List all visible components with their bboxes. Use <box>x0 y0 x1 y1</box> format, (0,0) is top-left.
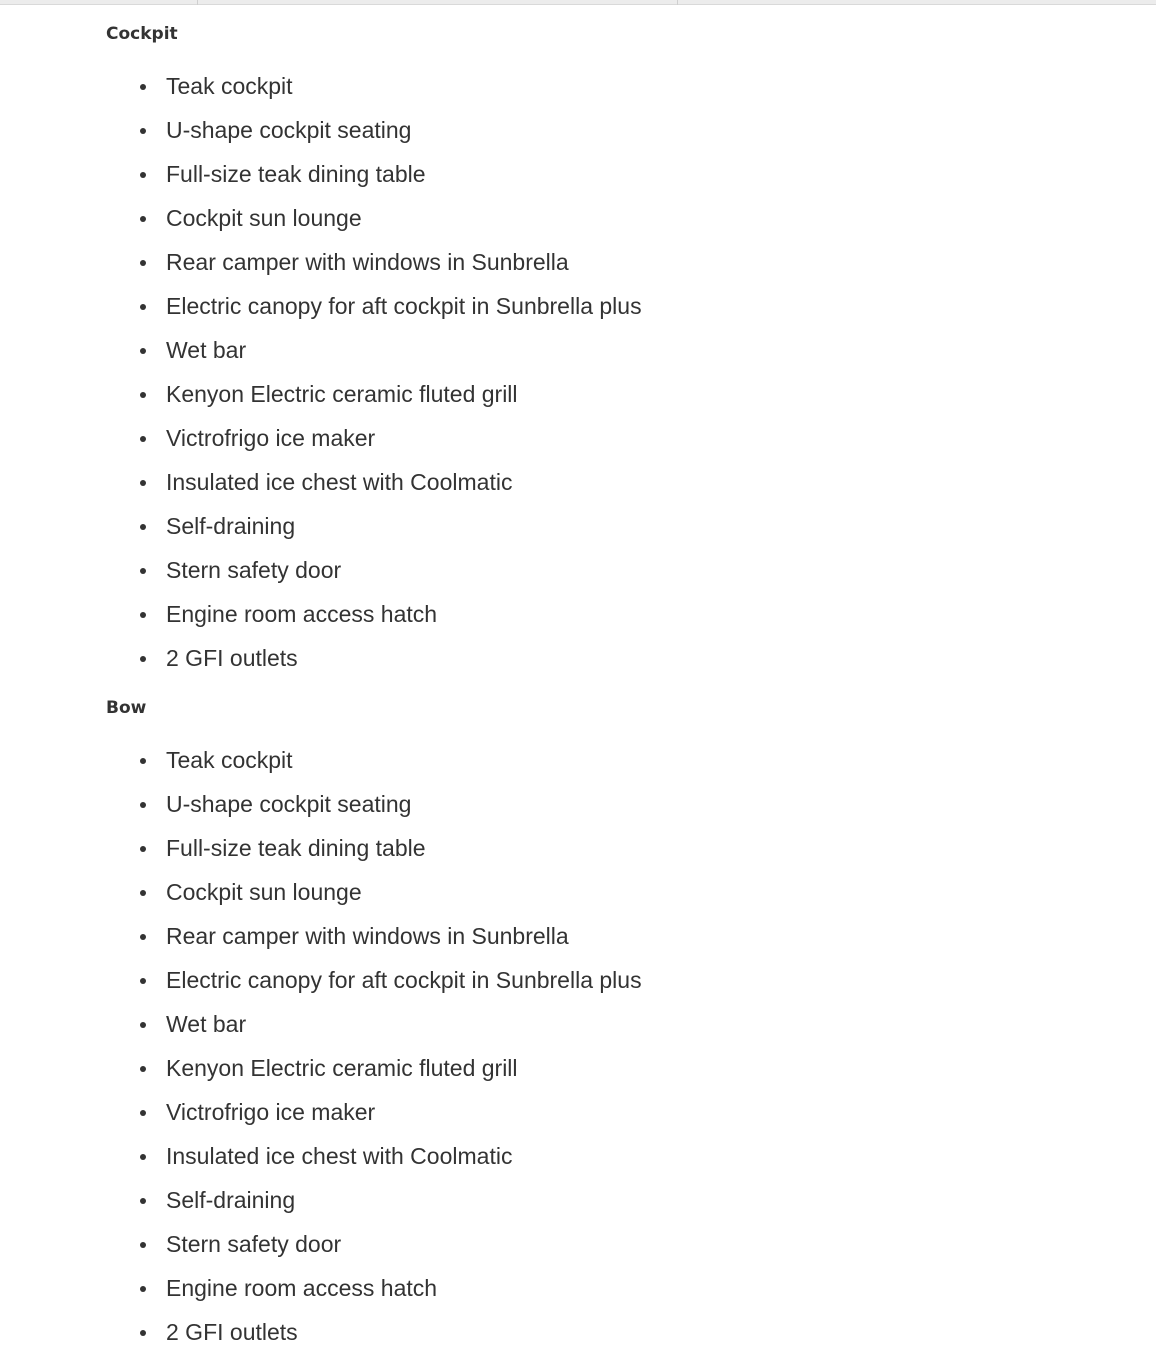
bullet-icon <box>140 1066 146 1072</box>
tab-divider <box>197 0 198 5</box>
list-item <box>106 870 642 914</box>
bullet-icon <box>140 1154 146 1160</box>
list-item <box>106 416 642 460</box>
section-heading-bow: Bow <box>106 698 147 718</box>
list-item <box>106 1046 642 1090</box>
list-item <box>106 240 642 284</box>
list-item-text: Kenyon Electric ceramic fluted grill <box>166 381 518 407</box>
bullet-icon <box>140 934 146 940</box>
list-item-text: Wet bar <box>166 1011 247 1037</box>
list-item-text: Electric canopy for aft cockpit in Sunbrella plus <box>166 293 642 319</box>
list-item <box>106 548 642 592</box>
bullet-icon <box>140 348 146 354</box>
bullet-icon <box>140 172 146 178</box>
list-item-text: U-shape cockpit seating <box>166 117 412 143</box>
list-item <box>106 738 642 782</box>
list-item <box>106 504 642 548</box>
bullet-icon <box>140 436 146 442</box>
list-item <box>106 782 642 826</box>
cockpit-feature-list <box>106 64 642 680</box>
list-item <box>106 958 642 1002</box>
list-item-text: Rear camper with windows in Sunbrella <box>166 923 569 949</box>
bullet-icon <box>140 1330 146 1336</box>
bullet-icon <box>140 1286 146 1292</box>
list-item-text: Cockpit sun lounge <box>166 879 362 905</box>
list-item <box>106 826 642 870</box>
list-item-text: 2 GFI outlets <box>166 1319 298 1345</box>
list-item <box>106 914 642 958</box>
bullet-icon <box>140 1022 146 1028</box>
list-item-text: Insulated ice chest with Coolmatic <box>166 1143 513 1169</box>
list-item <box>106 284 642 328</box>
list-item <box>106 592 642 636</box>
bullet-icon <box>140 758 146 764</box>
list-item-text: Full-size teak dining table <box>166 835 426 861</box>
list-item-text: Electric canopy for aft cockpit in Sunbrella plus <box>166 967 642 993</box>
bullet-icon <box>140 612 146 618</box>
list-item-text: Insulated ice chest with Coolmatic <box>166 469 513 495</box>
list-item <box>106 1090 642 1134</box>
list-item-text: Engine room access hatch <box>166 601 438 627</box>
section-heading-cockpit: Cockpit <box>106 24 178 44</box>
bullet-icon <box>140 304 146 310</box>
list-item <box>106 108 642 152</box>
bullet-icon <box>140 656 146 662</box>
bullet-icon <box>140 128 146 134</box>
bullet-icon <box>140 480 146 486</box>
list-item-text: Full-size teak dining table <box>166 161 426 187</box>
bullet-icon <box>140 890 146 896</box>
list-item <box>106 328 642 372</box>
list-item <box>106 1178 642 1222</box>
bow-feature-list <box>106 738 642 1354</box>
list-item-text: Cockpit sun lounge <box>166 205 362 231</box>
bullet-icon <box>140 216 146 222</box>
list-item-text: Victrofrigo ice maker <box>166 425 376 451</box>
list-item-text: Engine room access hatch <box>166 1275 438 1301</box>
bullet-icon <box>140 802 146 808</box>
list-item-text: Rear camper with windows in Sunbrella <box>166 249 569 275</box>
bullet-icon <box>140 978 146 984</box>
list-item-text: Kenyon Electric ceramic fluted grill <box>166 1055 518 1081</box>
list-item-text: U-shape cockpit seating <box>166 791 412 817</box>
list-item <box>106 1002 642 1046</box>
bullet-icon <box>140 1242 146 1248</box>
list-item-text: Stern safety door <box>166 1231 342 1257</box>
list-item <box>106 460 642 504</box>
list-item <box>106 1266 642 1310</box>
bullet-icon <box>140 568 146 574</box>
list-item-text: Teak cockpit <box>166 747 293 773</box>
list-item <box>106 196 642 240</box>
list-item <box>106 372 642 416</box>
bullet-icon <box>140 524 146 530</box>
list-item-text: Self-draining <box>166 513 296 539</box>
list-item-text: Stern safety door <box>166 557 342 583</box>
bullet-icon <box>140 260 146 266</box>
list-item <box>106 1222 642 1266</box>
list-item <box>106 1134 642 1178</box>
bullet-icon <box>140 1110 146 1116</box>
bullet-icon <box>140 846 146 852</box>
list-item <box>106 152 642 196</box>
list-item-text: 2 GFI outlets <box>166 645 298 671</box>
list-item-text: Self-draining <box>166 1187 296 1213</box>
list-item <box>106 64 642 108</box>
list-item <box>106 1310 642 1354</box>
list-item <box>106 636 642 680</box>
tab-divider <box>677 0 678 5</box>
bullet-icon <box>140 1198 146 1204</box>
list-item-text: Wet bar <box>166 337 247 363</box>
list-item-text: Teak cockpit <box>166 73 293 99</box>
bullet-icon <box>140 84 146 90</box>
top-tab-strip <box>0 0 1156 5</box>
bullet-icon <box>140 392 146 398</box>
list-item-text: Victrofrigo ice maker <box>166 1099 376 1125</box>
